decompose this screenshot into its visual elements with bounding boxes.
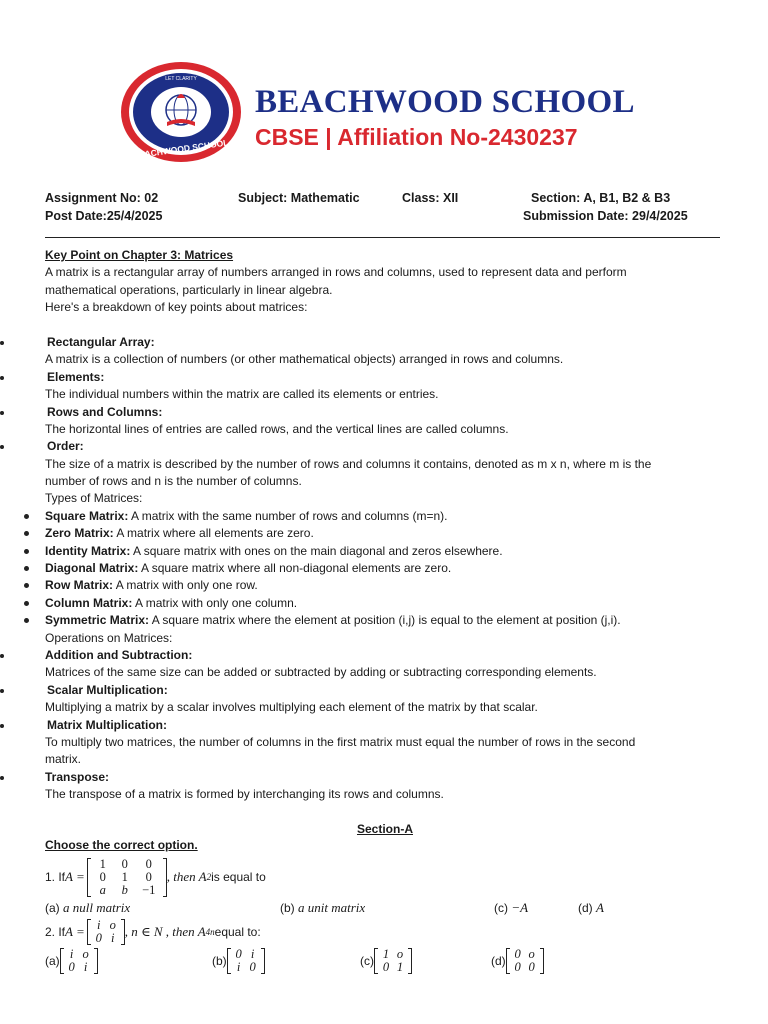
type-item: Square Matrix: A matrix with the same number of rows and columns (m=n). — [45, 508, 725, 525]
section-a-title: Section-A — [356, 822, 413, 836]
point-title: Rows and Columns: — [45, 404, 725, 421]
type-item: Row Matrix: A matrix with only one row. — [45, 577, 725, 594]
ops-title: Operations on Matrices: — [45, 630, 173, 645]
q1-mid: , then A — [166, 869, 207, 884]
key-points-title: Key Point on Chapter 3: Matrices — [45, 248, 234, 262]
point-title: Matrix Multiplication: — [45, 717, 725, 734]
point-text: A matrix is a collection of numbers (or other mathematical objects) arranged in rows and columns. — [45, 352, 564, 367]
q2-option-c: (c) 1 o 0 1 — [360, 946, 412, 976]
q2-matrix: i o 0 i — [87, 919, 125, 945]
type-item: Zero Matrix: A matrix where all elements are zero. — [45, 525, 725, 542]
point-text: The individual numbers within the matrix are called its elements or entries. — [45, 387, 439, 402]
q2-tail: equal to: — [214, 925, 261, 939]
point-title: Rectangular Array: — [45, 334, 725, 351]
svg-text:BEACHWOOD SCHOOL: BEACHWOOD SCHOOL — [132, 137, 229, 161]
q1-lhs: A = — [65, 869, 85, 884]
point-title: Scalar Multiplication: — [45, 682, 725, 699]
type-item: Column Matrix: A matrix with only one column. — [45, 595, 725, 612]
point-text: matrix. — [45, 752, 81, 767]
school-name: BEACHWOOD SCHOOL — [255, 84, 635, 120]
question-1 — [45, 855, 266, 899]
subject: Subject: Mathematic — [238, 191, 360, 205]
point-text: The size of a matrix is described by the number of rows and columns it contains, denoted as m x n, where m is the — [45, 456, 652, 471]
intro-line: Here's a breakdown of key points about matrices: — [45, 300, 308, 315]
divider — [45, 237, 720, 238]
q1-tail: is equal to — [211, 870, 266, 884]
type-item: Symmetric Matrix: A square matrix where the element at position (i,j) is equal to the element at position (j,i). — [45, 612, 725, 629]
q1-option-d: (d) A — [578, 900, 604, 915]
point-text: To multiply two matrices, the number of columns in the first matrix must equal the number of rows in the second — [45, 734, 636, 749]
types-title: Types of Matrices: — [45, 491, 143, 506]
point-text: Multiplying a matrix by a scalar involves multiplying each element of the matrix by that scalar. — [45, 700, 538, 715]
blank-line — [45, 317, 725, 334]
post-date: Post Date:25/4/2025 — [45, 209, 163, 223]
key-points — [45, 247, 725, 804]
affiliation-text: CBSE | Affiliation No-2430237 — [255, 124, 578, 150]
type-item: Diagonal Matrix: A square matrix where all non-diagonal elements are zero. — [45, 560, 725, 577]
school-logo — [119, 60, 243, 164]
point-title: Elements: — [45, 369, 725, 386]
point-text: The transpose of a matrix is formed by interchanging its rows and columns. — [45, 787, 444, 802]
assignment-number: Assignment No: 02 — [45, 191, 159, 205]
q2-mid: , n ∈ N , then A — [124, 924, 206, 939]
point-text: Matrices of the same size can be added or subtracted by adding or subtracting corresponding elements. — [45, 665, 597, 680]
q2-option-a: (a) i o 0 i — [45, 946, 98, 976]
q2-option-b: (b) 0 i i 0 — [212, 946, 265, 976]
q1-sup: 2 — [206, 872, 212, 882]
type-item: Identity Matrix: A square matrix with ones on the main diagonal and zeros elsewhere. — [45, 543, 725, 560]
q2-sup: 4n — [205, 927, 215, 937]
point-title: Transpose: — [45, 769, 725, 786]
class: Class: XII — [402, 191, 459, 205]
instruction: Choose the correct option. — [45, 838, 198, 852]
q2-number: 2. If — [45, 925, 66, 939]
submission-date: Submission Date: 29/4/2025 — [523, 209, 688, 223]
point-title: Addition and Subtraction: — [45, 647, 725, 664]
point-title: Order: — [45, 438, 725, 455]
intro-line: A matrix is a rectangular array of numbers arranged in rows and columns, used to represent data and perform — [45, 265, 627, 280]
q1-option-a: (a) a null matrix — [45, 900, 131, 915]
q1-matrix: 1 0 0 0 1 0 a b −1 — [87, 858, 167, 897]
section: Section: A, B1, B2 & B3 — [531, 191, 671, 205]
question-2 — [45, 917, 261, 947]
point-text: The horizontal lines of entries are called rows, and the vertical lines are called columns. — [45, 421, 509, 436]
point-text: number of rows and n is the number of columns. — [45, 474, 302, 489]
intro-line: mathematical operations, particularly in linear algebra. — [45, 282, 333, 297]
q1-option-c: (c) −A — [494, 900, 529, 915]
q2-option-d: (d) 0 o 0 0 — [491, 946, 544, 976]
q1-number: 1. If — [45, 870, 66, 884]
svg-text:LET CLARITY: LET CLARITY — [165, 76, 197, 82]
q2-lhs: A = — [65, 924, 85, 939]
q1-option-b: (b) a unit matrix — [280, 900, 366, 915]
